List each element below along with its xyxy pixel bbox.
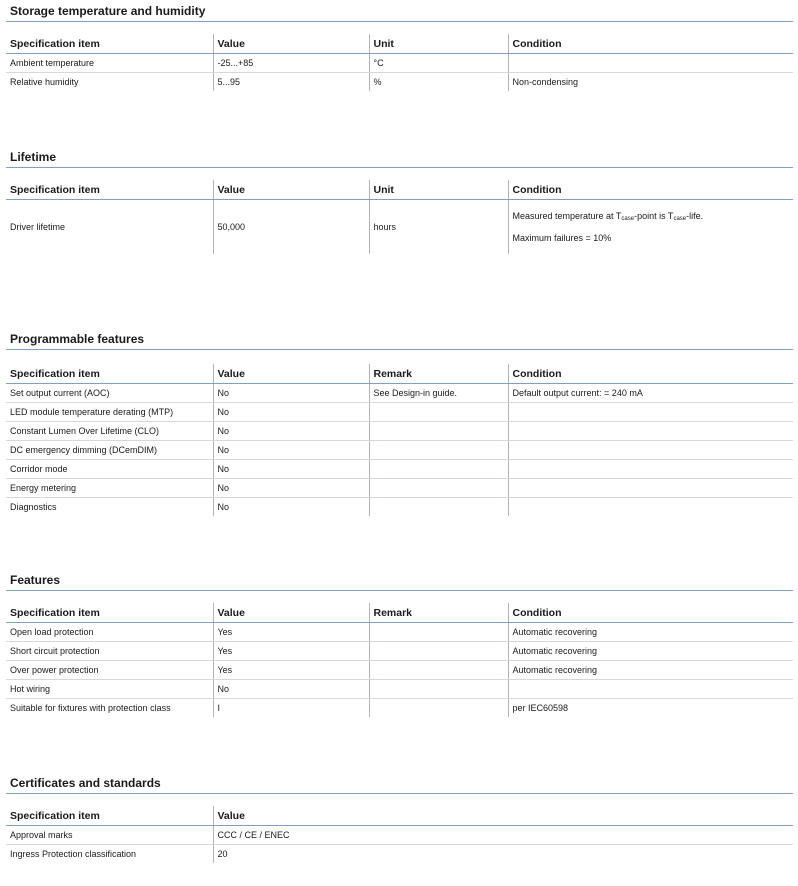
table-header-row (6, 603, 793, 623)
cell-remark (369, 422, 508, 441)
cell-value: No (213, 422, 369, 441)
table-row (6, 54, 793, 73)
cell-remark (369, 460, 508, 479)
cell-value: -25...+85 (213, 54, 369, 73)
cell-remark: See Design-in guide. (369, 384, 508, 403)
header-unit: Unit (369, 180, 508, 200)
table-header-row (6, 364, 793, 384)
cell-value: 20 (213, 845, 793, 864)
cell-value: 5...95 (213, 73, 369, 92)
cell-condition (508, 441, 793, 460)
table-row (6, 441, 793, 460)
subscript-case: case (621, 215, 635, 222)
cell-remark (369, 479, 508, 498)
cell-remark (369, 642, 508, 661)
certificates-section (6, 775, 793, 863)
cell-remark (369, 441, 508, 460)
features-table (6, 603, 793, 717)
lifetime-table (6, 180, 793, 254)
cell-remark (369, 623, 508, 642)
header-value: Value (213, 806, 793, 826)
cell-value: I (213, 699, 369, 718)
header-value: Value (213, 364, 369, 384)
features-section (6, 572, 793, 717)
certificates-table (6, 806, 793, 863)
cell-condition: Non-condensing (508, 73, 793, 92)
table-row (6, 699, 793, 718)
header-remark: Remark (369, 603, 508, 623)
header-value: Value (213, 34, 369, 54)
cell-value: No (213, 441, 369, 460)
table-header-row (6, 34, 793, 54)
section-title: Lifetime (10, 150, 57, 164)
table-row (6, 680, 793, 699)
cell-value: Yes (213, 661, 369, 680)
table-header-row (6, 180, 793, 200)
cell-condition (508, 200, 793, 255)
header-spec-item: Specification item (6, 34, 213, 54)
cell-value: No (213, 479, 369, 498)
cell-remark (369, 661, 508, 680)
table-row (6, 826, 793, 845)
header-spec-item: Specification item (6, 364, 213, 384)
cell-condition (508, 422, 793, 441)
cell-value: Yes (213, 623, 369, 642)
table-row (6, 479, 793, 498)
storage-section (6, 3, 793, 91)
cell-spec-item: Relative humidity (10, 77, 79, 87)
cell-spec-item: Corridor mode (6, 460, 213, 479)
cell-spec-item: Set output current (AOC) (6, 384, 213, 403)
cell-value: Yes (213, 642, 369, 661)
condition-text: Measured temperature at T (512, 210, 622, 221)
cell-condition: Automatic recovering (508, 661, 793, 680)
table-row (6, 642, 793, 661)
section-title: Features (10, 573, 61, 587)
cell-spec-item: Open load protection (6, 623, 213, 642)
programmable-table (6, 364, 793, 516)
header-spec-item: Specification item (6, 806, 213, 826)
header-value: Value (213, 180, 369, 200)
cell-remark (369, 699, 508, 718)
cell-condition (508, 479, 793, 498)
subscript-case: case (673, 215, 687, 222)
cell-remark (369, 680, 508, 699)
cell-condition: Automatic recovering (508, 642, 793, 661)
section-title: Certificates and standards (10, 776, 161, 790)
cell-value: No (213, 460, 369, 479)
cell-condition (508, 680, 793, 699)
cell-condition (508, 460, 793, 479)
cell-remark (369, 498, 508, 517)
condition-text: -life. (686, 210, 704, 221)
cell-spec-item: Ingress Protection classification (10, 849, 137, 859)
cell-spec-item: Ambient temperature (6, 54, 213, 73)
header-spec-item: Specification item (6, 180, 213, 200)
cell-condition: per IEC60598 (508, 699, 793, 718)
cell-value: No (213, 680, 369, 699)
header-condition: Condition (508, 364, 793, 384)
table-row (6, 460, 793, 479)
cell-spec-item: Short circuit protection (6, 642, 213, 661)
cell-remark (369, 403, 508, 422)
cell-spec-item: DC emergency dimming (DCemDIM) (6, 441, 213, 460)
cell-spec-item: Suitable for fixtures with protection class (10, 703, 171, 713)
header-remark: Remark (369, 364, 508, 384)
storage-table (6, 34, 793, 91)
cell-value: No (213, 403, 369, 422)
table-row (6, 200, 793, 255)
cell-condition (508, 498, 793, 517)
cell-unit: % (369, 73, 508, 92)
cell-spec-item: LED module temperature derating (MTP) (6, 403, 213, 422)
table-row (6, 384, 793, 403)
header-condition: Condition (508, 34, 793, 54)
table-row (6, 403, 793, 422)
cell-unit: °C (369, 54, 508, 73)
cell-spec-item: Hot wiring (6, 680, 213, 699)
cell-value: No (213, 498, 369, 517)
cell-value: CCC / CE / ENEC (213, 826, 793, 845)
table-row (6, 422, 793, 441)
condition-line-2: Maximum failures = 10% (512, 232, 612, 243)
header-spec-item: Specification item (6, 603, 213, 623)
cell-condition: Default output current: = 240 mA (508, 384, 793, 403)
cell-value: 50,000 (213, 200, 369, 255)
header-condition: Condition (508, 180, 793, 200)
table-row (6, 498, 793, 517)
programmable-section (6, 331, 793, 516)
cell-spec-item: Energy metering (6, 479, 213, 498)
header-condition: Condition (508, 603, 793, 623)
cell-spec-item: Constant Lumen Over Lifetime (CLO) (6, 422, 213, 441)
table-row (6, 623, 793, 642)
condition-text: -point is T (634, 210, 674, 221)
cell-spec-item: Driver lifetime (10, 222, 66, 232)
header-value: Value (213, 603, 369, 623)
header-unit: Unit (369, 34, 508, 54)
cell-condition (508, 54, 793, 73)
section-title: Storage temperature and humidity (10, 4, 206, 18)
cell-value: No (213, 384, 369, 403)
section-title: Programmable features (10, 332, 145, 346)
cell-condition: Automatic recovering (508, 623, 793, 642)
cell-spec-item: Over power protection (6, 661, 213, 680)
table-row (6, 661, 793, 680)
condition-line-1 (513, 210, 790, 226)
table-header-row (6, 806, 793, 826)
cell-unit: hours (369, 200, 508, 255)
cell-spec-item: Approval marks (6, 826, 213, 845)
cell-condition (508, 403, 793, 422)
cell-spec-item: Diagnostics (10, 502, 57, 512)
table-row (6, 73, 793, 92)
table-row (6, 845, 793, 864)
lifetime-section (6, 149, 793, 254)
